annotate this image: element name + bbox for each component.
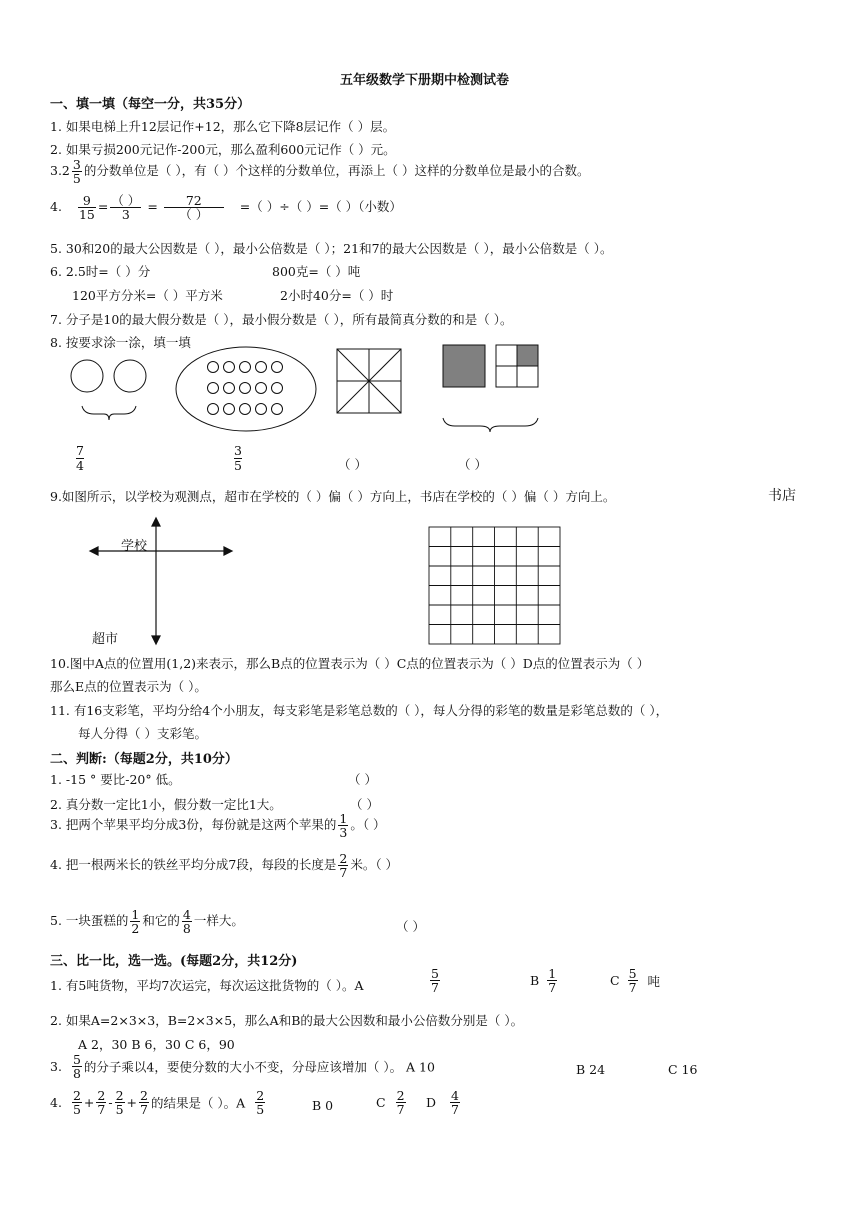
fraction: $\frac{( )}{3}$: [111, 193, 141, 223]
section3-header: 三、比一比，选一选。(每题2分，共12分): [50, 954, 298, 969]
s3-q2-options: A 2，30 B 6，30 C 6，90: [78, 1037, 235, 1052]
s1-q11a: 11. 有16支彩笔，平均分给4个小朋友，每支彩笔是彩笔总数的（ ），每人分得的彩笔的数量是彩笔总数的（ ），: [50, 703, 669, 718]
s3-q1-opt-b: B $\frac{1}{7}$: [530, 966, 557, 996]
fraction: $\frac{3}{5}$: [72, 157, 81, 187]
s1-q7: 7. 分子是10的最大假分数是（ ），最小假分数是（ ），所有最简真分数的和是（ ）。: [50, 312, 513, 327]
school-label: 学校: [121, 539, 148, 554]
s2-q2: 2. 真分数一定比1小，假分数一定比1大。: [50, 797, 282, 812]
s3-q1-opt-a: $\frac{5}{7}$: [431, 966, 439, 996]
divided-square-figure: [336, 348, 406, 418]
s2-q1: 1. -15 ° 要比-20° 低。: [50, 772, 181, 787]
s3-q4: 4. $\frac{2}{5}$ + $\frac{2}{7}$ - $\frac{2}{5}$ + $\frac{2}{7}$ 的结果是（ ）。A $\frac{2}{5}$: [50, 1088, 265, 1118]
s3-q2: 2. 如果A=2×3×3，B=2×3×5，那么A和B的最大公因数和最小公倍数分别是（ ）。: [50, 1013, 524, 1028]
s2-q4: 4. 把一根两米长的铁丝平均分成7段，每段的长度是 $\frac{2}{7}$ 米。（ ）: [50, 851, 399, 881]
coordinate-grid: [428, 526, 562, 646]
s3-q1-opt-c: C $\frac{5}{7}$ 吨: [610, 966, 661, 996]
s1-q3-prefix: 3.2: [50, 163, 70, 179]
s3-q3-opt-b: B 24: [576, 1062, 606, 1077]
s2-q2-paren: （ ）: [350, 797, 379, 812]
fraction: $\frac{4}{8}$: [182, 907, 191, 937]
s1-q6d: 2小时40分=（ ）时: [280, 288, 394, 303]
s3-q3: 3. $\frac{5}{8}$ 的分子乘以4，要使分数的大小不变，分母应该增加（ ）。 A 10: [50, 1052, 435, 1082]
fraction: $\frac{72}{( )}$: [164, 194, 224, 221]
s1-q1: 1. 如果电梯上升12层记作+12，那么它下降8层记作（ ）层。: [50, 119, 396, 134]
s2-q5: 5. 一块蛋糕的 $\frac{1}{2}$ 和它的 $\frac{4}{8}$ 一样大。: [50, 907, 244, 937]
shaded-squares-figure: [440, 342, 550, 432]
s1-q9: 9.如图所示，以学校为观测点，超市在学校的（ ）偏（ ）方向上，书店在学校的（ ）偏（ ）方向上。: [50, 489, 616, 504]
page-title: 五年级数学下册期中检测试卷: [340, 73, 510, 88]
fraction: $\frac{1}{2}$: [131, 907, 140, 937]
section1-header: 一、填一填（每空一分，共35分）: [50, 97, 251, 112]
s2-q1-paren: （ ）: [348, 772, 377, 787]
q8-label-d: （ ）: [458, 457, 487, 472]
s3-q3-opt-c: C 16: [668, 1062, 698, 1077]
s1-q3: [50, 158, 590, 185]
fraction: $\frac{9}{15}$: [78, 193, 95, 223]
bookstore-label: 书店: [768, 488, 796, 504]
s1-q2: 2. 如果亏损200元记作-200元，那么盈利600元记作（ ）元。: [50, 142, 396, 157]
s3-q4-opt-b: B 0: [312, 1098, 334, 1113]
market-label: 超市: [92, 632, 119, 647]
s1-q10b: 那么E点的位置表示为（ ）。: [50, 679, 207, 694]
s1-q4: 4. $\frac{9}{15}$ = $\frac{( )}{3}$ = $\frac{72}{( )}$ =（ ）÷（ ）=（ ）（小数）: [50, 193, 402, 223]
s1-q10a: 10.图中A点的位置用(1,2)来表示，那么B点的位置表示为（ ）C点的位置表示为（ ）D点的位置表示为（ ）: [50, 656, 650, 671]
oval-dots-figure: [176, 346, 326, 446]
s3-q4-opt-d: D $\frac{4}{7}$: [426, 1088, 459, 1118]
s2-q5-paren: （ ）: [396, 919, 425, 934]
fraction: $\frac{2}{7}$: [339, 851, 348, 881]
q8-label-c: （ ）: [338, 457, 367, 472]
s3-q4-opt-c: C $\frac{2}{7}$: [376, 1088, 405, 1118]
two-circles-figure: [60, 350, 180, 440]
s1-q11b: 每人分得（ ）支彩笔。: [78, 726, 207, 741]
s1-q6c: 120平方分米=（ ）平方米: [72, 288, 223, 303]
s3-q1: 1. 有5吨货物，平均7次运完，每次运这批货物的（ ）。A: [50, 978, 364, 993]
s1-q3-text: 的分数单位是（ ），有（ ）个这样的分数单位，再添上（ ）这样的分数单位是最小的合数。: [83, 163, 590, 179]
s1-q5: 5. 30和20的最大公因数是（ ），最小公倍数是（ ）；21和7的最大公因数是（ ），最小公倍数是（ ）。: [50, 241, 613, 256]
s2-q3: 3. 把两个苹果平均分成3份，每份就是这两个苹果的 $\frac{1}{3}$ 。（ ）: [50, 811, 386, 841]
section2-header: 二、判断:（每题2分，共10分）: [50, 752, 238, 767]
q8-label-b: $\frac{3}{5}$: [234, 443, 242, 474]
s1-q6b: 800克=（ ）吨: [272, 264, 361, 279]
s1-q8: 8. 按要求涂一涂，填一填: [50, 335, 191, 350]
q8-label-a: $\frac{7}{4}$: [76, 443, 84, 474]
s1-q6a: 6. 2.5时=（ ）分: [50, 264, 151, 279]
fraction: $\frac{1}{3}$: [339, 811, 348, 841]
